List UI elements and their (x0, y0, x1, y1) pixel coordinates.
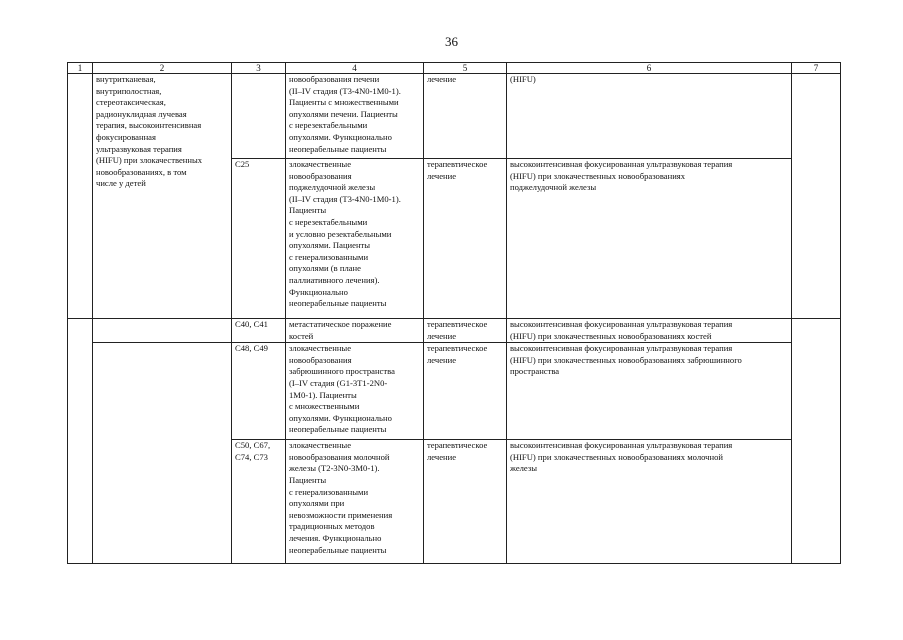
method-cell: высокоинтенсивная фокусированная ультразвуковая терапия (HIFU) при злокачественных новообразованиях костей (507, 319, 792, 343)
code-cell: C50, C67, C74, C73 (232, 440, 286, 564)
code-cell (232, 74, 286, 159)
header-cell: 3 (232, 63, 286, 74)
header-cell: 5 (424, 63, 507, 74)
method-cell: высокоинтенсивная фокусированная ультразвуковая терапия (HIFU) при злокачественных новообразованиях забрюшинного пространства (507, 343, 792, 440)
treatment-type-cell: терапевтическое лечение (424, 319, 507, 343)
code-cell: C48, C49 (232, 343, 286, 440)
method-group-cell (93, 343, 232, 564)
method-cell: высокоинтенсивная фокусированная ультразвуковая терапия (HIFU) при злокачественных новообразованиях молочной железы (507, 440, 792, 564)
method-cell: высокоинтенсивная фокусированная ультразвуковая терапия (HIFU) при злокачественных новообразованиях поджелудочной железы (507, 159, 792, 319)
header-cell: 6 (507, 63, 792, 74)
patient-model-cell: злокачественные новообразования поджелудочной железы (II–IV стадия (T3-4N0-1M0-1). Пациенты с нерезектабельными и условно резектабельными опухолями. Пациенты с генерализованными опухолями (в плане паллиативного лечения). Функционально неоперабельные пациенты (286, 159, 424, 319)
code-cell: C25 (232, 159, 286, 319)
code-cell: C40, C41 (232, 319, 286, 343)
procedures-table (67, 62, 841, 564)
row-number-cell (68, 319, 93, 564)
method-group-cell (93, 319, 232, 343)
table-row (68, 319, 841, 343)
page-number: 36 (445, 34, 458, 49)
patient-model-cell: злокачественные новообразования забрюшинного пространства (I–IV стадия (G1-3T1-2N0- 1M0-1). Пациенты с множественными опухолями. Функционально неоперабельные пациенты (286, 343, 424, 440)
patient-model-cell: злокачественные новообразования молочной железы (T2-3N0-3M0-1). Пациенты с генерализованными опухолями при невозможности применения традиционных методов лечения. Функционально неоперабельные пациенты (286, 440, 424, 564)
treatment-type-cell: лечение (424, 74, 507, 159)
table-row (68, 343, 841, 440)
method-group-cell: внутритканевая, внутриполостная, стереотаксическая, радионуклидная лучевая терапия, высокоинтенсивная фокусированная ультразвуковая терапия (HIFU) при злокачественных новообразованиях, в том числе у детей (93, 74, 232, 319)
header-cell: 4 (286, 63, 424, 74)
header-cell: 2 (93, 63, 232, 74)
header-cell: 7 (792, 63, 841, 74)
treatment-type-cell: терапевтическое лечение (424, 343, 507, 440)
header-cell: 1 (68, 63, 93, 74)
patient-model-cell: метастатическое поражение костей (286, 319, 424, 343)
extra-cell (792, 319, 841, 564)
treatment-type-cell: терапевтическое лечение (424, 159, 507, 319)
patient-model-cell: новообразования печени (II–IV стадия (T3-4N0-1M0-1). Пациенты с множественными опухолями печени. Пациенты с нерезектабельными опухолями. Функционально неоперабельные пациенты (286, 74, 424, 159)
treatment-type-cell: терапевтическое лечение (424, 440, 507, 564)
row-number-cell (68, 74, 93, 319)
method-cell: (HIFU) (507, 74, 792, 159)
table-row (68, 74, 841, 159)
extra-cell (792, 74, 841, 319)
table-header-row (68, 63, 841, 74)
